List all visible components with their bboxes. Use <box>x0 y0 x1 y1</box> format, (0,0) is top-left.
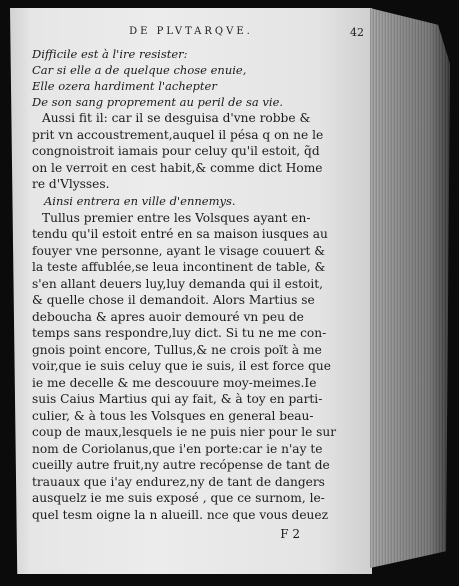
text-line: la teste affublée,se leua incontinent de table, & <box>32 260 326 274</box>
text-line: temps sans respondre,luy dict. Si tu ne me con- <box>32 326 327 340</box>
text-line: quel tesm oigne la n alueill. nce que vous deuez <box>32 507 329 522</box>
verse-line: Difficile est à l'ire resister: <box>32 47 188 61</box>
text-line: fouyer vne personne, ayant le visage couuert & <box>32 243 326 258</box>
page-fore-edge <box>370 8 450 568</box>
text-line: culier, & à tous les Volsques en general beau- <box>32 408 314 423</box>
text-line: congnoistroit iamais pour celuy qu'il estoit, q̃d <box>32 144 320 158</box>
verse-line: De son sang proprement au peril de sa vie. <box>32 95 284 109</box>
text-line: cueilly autre fruit,ny autre recópense de tant de <box>32 458 330 472</box>
text-line: & quelle chose il demandoit. Alors Martius se <box>32 293 315 307</box>
text-line: Aussi fit il: car il se desguisa d'vne robbe & <box>42 111 311 125</box>
page-number: 42 <box>350 26 364 39</box>
page-header <box>32 26 364 46</box>
verse-line: Elle ozera hardiment l'achepter <box>32 79 217 93</box>
text-line: coup de maux,lesquels ie ne puis nier pour le sur <box>32 425 337 439</box>
text-line: ausquelz ie me suis exposé , que ce surnom, le- <box>32 491 325 505</box>
text-line: suis Caius Martius qui ay fait, & à toy en parti- <box>32 392 323 406</box>
text-line: on le verroit en cest habit,& comme dict Home <box>32 160 323 175</box>
running-head: DE PLVTARQVE. <box>129 26 253 37</box>
text-line: nom de Coriolanus,que i'en porte:car ie n'ay te <box>32 441 323 456</box>
signature-mark: F 2 <box>280 527 300 541</box>
open-book <box>10 8 450 574</box>
marginal-subheading: Ainsi entrera en ville d'ennemys. <box>44 193 236 208</box>
text-line: deboucha & apres auoir demouré vn peu de <box>32 309 304 324</box>
verse-block <box>32 46 350 110</box>
verse-line: Car si elle a de quelque chose enuie, <box>32 63 247 77</box>
text-line: s'en allant deuers luy,luy demanda qui il estoit, <box>32 276 324 291</box>
text-line: tendu qu'il estoit entré en sa maison iusques au <box>32 227 328 241</box>
paragraph-two <box>32 210 350 524</box>
text-line: prit vn accoustrement,auquel il pésa q on ne le <box>32 127 324 142</box>
page-text <box>32 26 364 543</box>
text-line: re d'Vlysses. <box>32 177 110 191</box>
text-line: gnois point encore, Tullus,& ne crois poït à me <box>32 342 322 357</box>
text-line: ie me decelle & me descouure moy-meimes.Ie <box>32 375 317 390</box>
paragraph-one <box>32 110 350 193</box>
text-line: trauaux que i'ay endurez,ny de tant de dangers <box>32 474 325 489</box>
text-line: voir,que ie suis celuy que ie suis, il est force que <box>32 359 331 373</box>
text-line: Tullus premier entre les Volsques ayant en- <box>42 210 311 225</box>
